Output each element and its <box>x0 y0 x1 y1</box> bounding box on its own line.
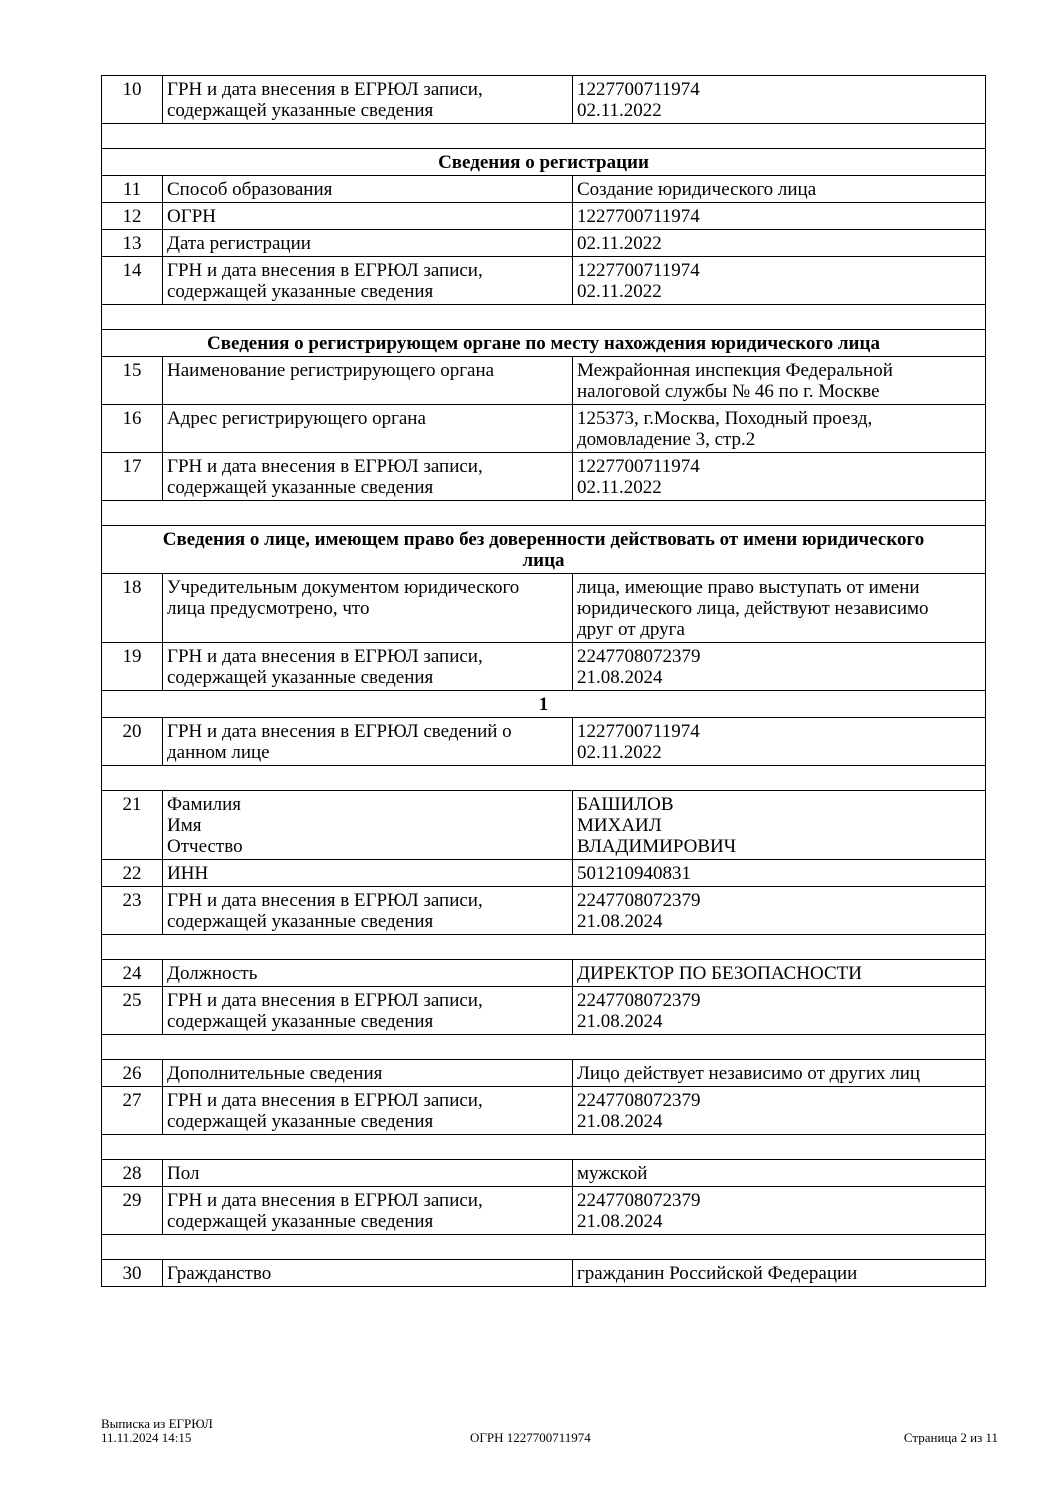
row-value: 2247708072379 21.08.2024 <box>573 643 986 691</box>
spacer-cell <box>102 1135 986 1160</box>
row-label: Наименование регистрирующего органа <box>163 357 573 405</box>
table-row <box>102 1160 986 1187</box>
table-row <box>102 76 986 124</box>
table-spacer-row <box>102 305 986 330</box>
row-value: Создание юридического лица <box>573 176 986 203</box>
row-label: Дата регистрации <box>163 230 573 257</box>
row-label: Пол <box>163 1160 573 1187</box>
section-title: Сведения о регистрирующем органе по месту нахождения юридического лица <box>102 330 986 357</box>
row-number: 15 <box>102 357 163 405</box>
table-row <box>102 453 986 501</box>
table-row <box>102 203 986 230</box>
footer-ogrn: ОГРН 1227700711974 <box>470 1430 591 1445</box>
section-header-row <box>102 149 986 176</box>
row-number: 12 <box>102 203 163 230</box>
row-value: БАШИЛОВ МИХАИЛ ВЛАДИМИРОВИЧ <box>573 791 986 860</box>
row-number: 29 <box>102 1187 163 1235</box>
section-title: 1 <box>102 691 986 718</box>
footer-doc-title: Выписка из ЕГРЮЛ <box>101 1416 213 1431</box>
row-number: 13 <box>102 230 163 257</box>
row-number: 11 <box>102 176 163 203</box>
row-label: ГРН и дата внесения в ЕГРЮЛ записи, содержащей указанные сведения <box>163 76 573 124</box>
row-value: 2247708072379 21.08.2024 <box>573 887 986 935</box>
spacer-cell <box>102 766 986 791</box>
row-number: 21 <box>102 791 163 860</box>
section-header-row <box>102 330 986 357</box>
row-value: мужской <box>573 1160 986 1187</box>
row-value: 2247708072379 21.08.2024 <box>573 1187 986 1235</box>
table-row <box>102 718 986 766</box>
row-value: 2247708072379 21.08.2024 <box>573 987 986 1035</box>
row-label: ГРН и дата внесения в ЕГРЮЛ записи, содержащей указанные сведения <box>163 987 573 1035</box>
row-number: 17 <box>102 453 163 501</box>
row-label: ГРН и дата внесения в ЕГРЮЛ записи, содержащей указанные сведения <box>163 1187 573 1235</box>
row-number: 23 <box>102 887 163 935</box>
row-number: 28 <box>102 1160 163 1187</box>
row-value: 1227700711974 02.11.2022 <box>573 453 986 501</box>
egrul-extract-table <box>101 75 986 1287</box>
section-header-row <box>102 526 986 574</box>
table-row <box>102 791 986 860</box>
row-label: ОГРН <box>163 203 573 230</box>
row-value: Межрайонная инспекция Федеральной налоговой службы № 46 по г. Москве <box>573 357 986 405</box>
row-number: 19 <box>102 643 163 691</box>
footer-left <box>101 1417 213 1445</box>
table-row <box>102 230 986 257</box>
row-label: Учредительным документом юридического лица предусмотрено, что <box>163 574 573 643</box>
table-row <box>102 987 986 1035</box>
row-number: 24 <box>102 960 163 987</box>
table-row <box>102 887 986 935</box>
row-label: Адрес регистрирующего органа <box>163 405 573 453</box>
spacer-cell <box>102 305 986 330</box>
spacer-cell <box>102 501 986 526</box>
spacer-cell <box>102 1035 986 1060</box>
row-value: 1227700711974 02.11.2022 <box>573 76 986 124</box>
table-spacer-row <box>102 1135 986 1160</box>
row-label: Должность <box>163 960 573 987</box>
table-row <box>102 643 986 691</box>
table-row <box>102 1260 986 1287</box>
footer-datetime: 11.11.2024 14:15 <box>101 1430 192 1445</box>
section-title: Сведения о лице, имеющем право без доверенности действовать от имени юридического лица <box>102 526 986 574</box>
footer-page-number: Страница 2 из 11 <box>903 1430 998 1445</box>
table-row <box>102 257 986 305</box>
row-label: ГРН и дата внесения в ЕГРЮЛ записи, содержащей указанные сведения <box>163 453 573 501</box>
row-number: 25 <box>102 987 163 1035</box>
row-label: ГРН и дата внесения в ЕГРЮЛ записи, содержащей указанные сведения <box>163 257 573 305</box>
row-label: ГРН и дата внесения в ЕГРЮЛ записи, содержащей указанные сведения <box>163 887 573 935</box>
table-row <box>102 1087 986 1135</box>
table-row <box>102 960 986 987</box>
row-number: 14 <box>102 257 163 305</box>
row-value: гражданин Российской Федерации <box>573 1260 986 1287</box>
row-label: Фамилия Имя Отчество <box>163 791 573 860</box>
row-number: 30 <box>102 1260 163 1287</box>
row-number: 20 <box>102 718 163 766</box>
spacer-cell <box>102 935 986 960</box>
spacer-cell <box>102 1235 986 1260</box>
row-value: 1227700711974 02.11.2022 <box>573 718 986 766</box>
section-title: Сведения о регистрации <box>102 149 986 176</box>
table-row <box>102 1060 986 1087</box>
row-label: ГРН и дата внесения в ЕГРЮЛ сведений о данном лице <box>163 718 573 766</box>
row-value: 125373, г.Москва, Походный проезд, домовладение 3, стр.2 <box>573 405 986 453</box>
row-number: 10 <box>102 76 163 124</box>
section-header-row <box>102 691 986 718</box>
row-label: Дополнительные сведения <box>163 1060 573 1087</box>
row-number: 27 <box>102 1087 163 1135</box>
table-spacer-row <box>102 124 986 149</box>
row-number: 26 <box>102 1060 163 1087</box>
table-spacer-row <box>102 1035 986 1060</box>
egrul-table-body <box>102 76 986 1287</box>
row-label: ИНН <box>163 860 573 887</box>
table-spacer-row <box>102 1235 986 1260</box>
table-row <box>102 405 986 453</box>
row-value: 02.11.2022 <box>573 230 986 257</box>
row-value: Лицо действует независимо от других лиц <box>573 1060 986 1087</box>
table-row <box>102 574 986 643</box>
table-spacer-row <box>102 501 986 526</box>
row-value: 501210940831 <box>573 860 986 887</box>
table-row <box>102 1187 986 1235</box>
row-number: 22 <box>102 860 163 887</box>
row-value: ДИРЕКТОР ПО БЕЗОПАСНОСТИ <box>573 960 986 987</box>
row-label: Способ образования <box>163 176 573 203</box>
table-row <box>102 860 986 887</box>
row-label: ГРН и дата внесения в ЕГРЮЛ записи, содержащей указанные сведения <box>163 643 573 691</box>
row-value: 2247708072379 21.08.2024 <box>573 1087 986 1135</box>
table-row <box>102 176 986 203</box>
row-value: лица, имеющие право выступать от имени юридического лица, действуют независимо друг от друга <box>573 574 986 643</box>
row-number: 16 <box>102 405 163 453</box>
row-value: 1227700711974 <box>573 203 986 230</box>
spacer-cell <box>102 124 986 149</box>
table-spacer-row <box>102 935 986 960</box>
row-label: Гражданство <box>163 1260 573 1287</box>
row-value: 1227700711974 02.11.2022 <box>573 257 986 305</box>
table-row <box>102 357 986 405</box>
row-number: 18 <box>102 574 163 643</box>
row-label: ГРН и дата внесения в ЕГРЮЛ записи, содержащей указанные сведения <box>163 1087 573 1135</box>
table-spacer-row <box>102 766 986 791</box>
